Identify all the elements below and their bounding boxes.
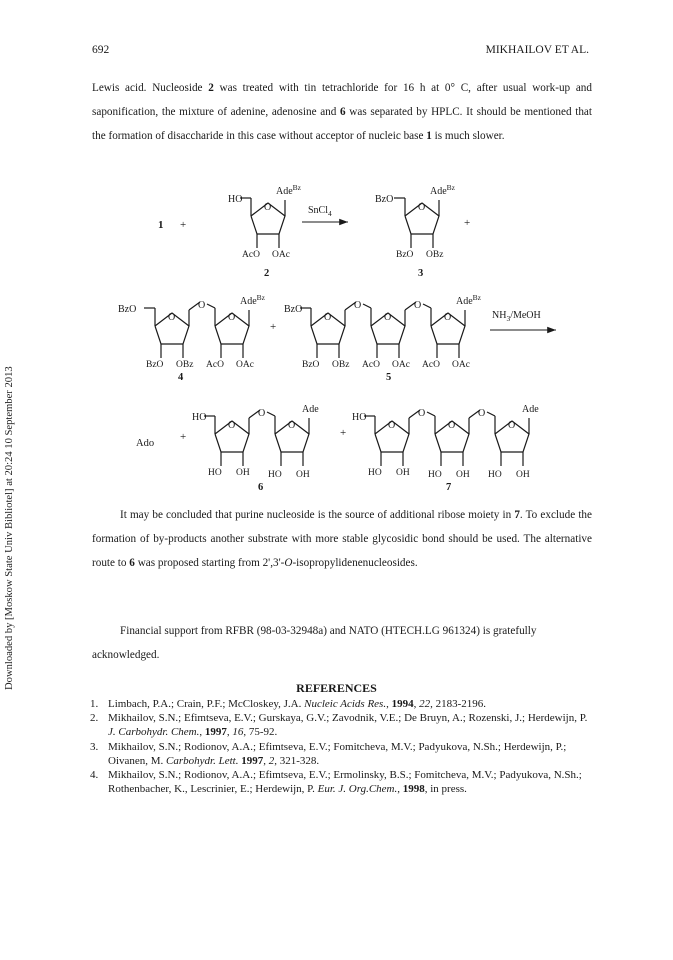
- svg-text:BzO: BzO: [284, 304, 303, 315]
- svg-text:O: O: [508, 420, 516, 431]
- svg-text:OH: OH: [516, 470, 530, 480]
- plus-sign: +: [340, 427, 347, 439]
- compound-3-structure: [375, 183, 456, 260]
- svg-text:BzO: BzO: [302, 360, 320, 370]
- plus-sign: +: [270, 321, 277, 333]
- reaction-scheme: [0, 180, 673, 510]
- compound-2-structure: [228, 183, 302, 260]
- reference-item: 2. Mikhailov, S.N.; Efimtseva, E.V.; Gurskaya, G.V.; Zavodnik, V.E.; De Bruyn, A.; Rozenski, J.; Herdewijn, P. J. Carbohydr. Chem., 1997, 16, 75-92.: [90, 712, 588, 739]
- svg-text:OBz: OBz: [332, 360, 350, 370]
- svg-text:OAc: OAc: [452, 360, 470, 370]
- compound-1-label: 1: [158, 219, 164, 231]
- svg-text:HO: HO: [368, 468, 382, 478]
- svg-text:O: O: [384, 312, 392, 323]
- svg-text:HO: HO: [228, 194, 243, 205]
- reference-item: 4. Mikhailov, S.N.; Rodionov, A.A.; Efimtseva, E.V.; Ermolinsky, B.S.; Fomitcheva, M.V.; Padyukova, N.Sh.; Rothenbacher, K., Lescrinier, E.; Herdewijn, P. Eur. J. Org.Chem., 1998, in press.: [90, 769, 582, 796]
- reference-item: 1. Limbach, P.A.; Crain, P.F.; McCloskey, J.A. Nucleic Acids Res., 1994, 22, 2183-2196.: [90, 698, 486, 710]
- svg-text:O: O: [448, 420, 456, 431]
- svg-text:HO: HO: [192, 412, 207, 423]
- compound-5-structure: [284, 293, 482, 370]
- compound-7-structure: [352, 404, 539, 480]
- svg-text:O: O: [354, 300, 362, 311]
- svg-text:OAc: OAc: [236, 360, 254, 370]
- svg-text:O: O: [228, 312, 236, 323]
- svg-text:O: O: [418, 408, 426, 419]
- compound-4-label: 4: [178, 372, 184, 383]
- compound-7-label: 7: [446, 482, 452, 493]
- plus-sign: +: [180, 219, 187, 231]
- svg-text:AcO: AcO: [422, 360, 440, 370]
- running-title: MIKHAILOV ET AL.: [485, 44, 589, 56]
- svg-text:HO: HO: [208, 468, 222, 478]
- svg-text:HO: HO: [488, 470, 502, 480]
- svg-text:Ade: Ade: [522, 404, 539, 415]
- svg-text:OH: OH: [396, 468, 410, 478]
- compound-6-label: 6: [258, 482, 264, 493]
- page-number: 692: [92, 44, 110, 56]
- plus-sign: +: [464, 217, 471, 229]
- reagent-nh3-meoh: $NH_3$/MeOH: [492, 310, 541, 323]
- svg-text:AcO: AcO: [242, 250, 260, 260]
- compound-4-structure: [118, 293, 266, 370]
- svg-text:HO: HO: [268, 470, 282, 480]
- svg-text:OH: OH: [296, 470, 310, 480]
- svg-text:OAc: OAc: [392, 360, 410, 370]
- svg-text:HO: HO: [352, 412, 367, 423]
- svg-text:BzO: BzO: [375, 194, 394, 205]
- references-title: REFERENCES: [296, 681, 377, 695]
- reference-item: 3. Mikhailov, S.N.; Rodionov, A.A.; Efimtseva, E.V.; Fomitcheva, M.V.; Padyukova, N.Sh.; Herdewijn, P.; Oivanen, M. Carbohydr. Lett. 1997, 2, 321-328.: [90, 740, 567, 767]
- compound-5-label: 5: [386, 372, 392, 383]
- svg-text:OH: OH: [236, 468, 250, 478]
- svg-text:O: O: [264, 202, 272, 213]
- svg-text:BzO: BzO: [146, 360, 164, 370]
- reagent-sncl4: SnCl$_4$: [308, 205, 332, 218]
- svg-text:AdeBz: Ade$^{Bz}$: [240, 293, 266, 307]
- svg-text:O: O: [478, 408, 486, 419]
- paragraph-intro: Lewis acid. Nucleoside 2 was treated with tin tetrachloride for 16 h at 0° C, after usual work-up and saponification, the mixture of adenine, adenosine and 6 was separated by HPLC. It should be mentioned that the formation of disaccharide in this case without acceptor of nucleic base 1 is much slower.: [92, 82, 592, 142]
- ado-label: Ado: [136, 438, 155, 449]
- svg-text:O: O: [258, 408, 266, 419]
- paragraph-acknowledgment: Financial support from RFBR (98-03-32948a) and NATO (HTECH.LG 961324) is gratefully acknowledged.: [92, 625, 537, 661]
- svg-text:OBz: OBz: [426, 250, 444, 260]
- svg-text:AdeBz: Ade$^{Bz}$: [276, 183, 302, 197]
- compound-3-label: 3: [418, 268, 424, 279]
- svg-text:AdeBz: Ade$^{Bz}$: [430, 183, 456, 197]
- svg-text:HO: HO: [428, 470, 442, 480]
- svg-text:OAc: OAc: [272, 250, 290, 260]
- svg-text:O: O: [444, 312, 452, 323]
- svg-text:O: O: [288, 420, 296, 431]
- references-list: [90, 697, 590, 796]
- svg-text:O: O: [418, 202, 426, 213]
- paragraph-conclusion: It may be concluded that purine nucleoside is the source of additional ribose moiety in 7. To exclude the formation of by-products another substrate with more stable glycosidic bond should be used. The alternative route to 6 was proposed starting from 2',3'-O-isopropylidenenucleosides.: [92, 509, 592, 569]
- svg-text:O: O: [324, 312, 332, 323]
- download-note-text: Downloaded by [Moskow State Univ Bibliotel] at 20:24 10 September 2013: [4, 366, 15, 690]
- svg-text:BzO: BzO: [396, 250, 414, 260]
- svg-text:Ade: Ade: [302, 404, 319, 415]
- svg-text:O: O: [198, 300, 206, 311]
- svg-text:O: O: [388, 420, 396, 431]
- svg-text:O: O: [228, 420, 236, 431]
- svg-text:AdeBz: Ade$^{Bz}$: [456, 293, 482, 307]
- svg-text:AcO: AcO: [206, 360, 224, 370]
- svg-text:BzO: BzO: [118, 304, 137, 315]
- svg-text:O: O: [168, 312, 176, 323]
- svg-text:OBz: OBz: [176, 360, 194, 370]
- plus-sign: +: [180, 431, 187, 443]
- svg-text:O: O: [414, 300, 422, 311]
- svg-text:AcO: AcO: [362, 360, 380, 370]
- svg-text:OH: OH: [456, 470, 470, 480]
- compound-6-structure: [192, 404, 319, 480]
- compound-2-label: 2: [264, 268, 270, 279]
